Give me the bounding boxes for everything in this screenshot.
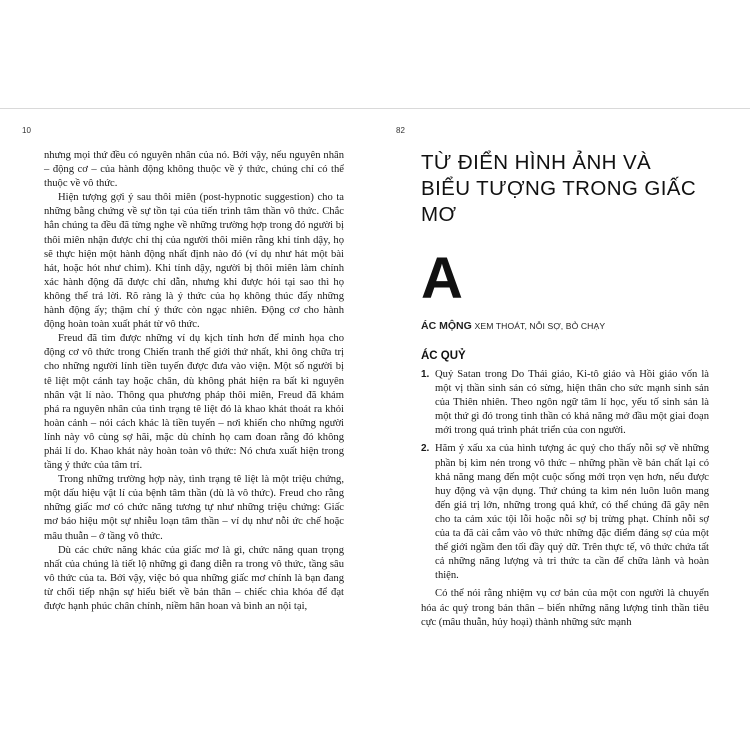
entry-item-2: [421, 442, 709, 583]
chapter-title-line-2: BIỂU TƯỢNG TRONG GIẤC MƠ: [421, 177, 697, 226]
left-paragraph-2: Hiện tượng gợi ý sau thôi miên (post-hypnotic suggestion) cho ta những bằng chứng về sự tồn tại của tiến trình tâm thần vô thức. Chắc hẳn chúng ta đều đã từng nghe về những trường hợp trong đó người bị thôi miên nhận được chỉ thị của người thôi miên rằng khi tỉnh dậy, họ sẽ thực hiện một hành động nhất định nào đó (ví dụ như hát một bài hát, hoặc hót như chim). Khi tỉnh dậy, người bị thôi miên làm chính xác hành động đã được chỉ dẫn, nhưng khi được hỏi tại sao thì họ không thể trả lời. Rõ ràng là ý thức của họ không thúc đẩy những hành động ấy; thậm chí ý thức còn ngạc nhiên. Động cơ cho hành động hoàn toàn xuất phát từ vô thức.: [44, 192, 344, 331]
left-paragraph-4: Trong những trường hợp này, tình trạng tê liệt là một triệu chứng, một dấu hiệu vật lí của bệnh tâm thần (dù là vô thức). Freud cho rằng những giấc mơ có chức năng tương tự như những triệu chứng: Giấc mơ báo hiệu một sự nhiễu loạn tâm thần – ví dụ như nỗi ức chế hoặc mâu thuẫn – ở tầng vô thức.: [44, 474, 344, 542]
entry-ac-quy-closing: Có thể nói rằng nhiệm vụ cơ bản của một con người là chuyển hóa ác quỷ trong bản thân – biến những năng lượng tinh thần tiêu cực (mâu thuẫn, hủy hoại) thành những sức mạnh: [421, 588, 709, 628]
left-paragraph-3: Freud đã tìm được những ví dụ kịch tính hơn để minh họa cho động cơ vô thức trong Chiến tranh thế giới thứ nhất, khi ông chữa trị cho những người lính tiền tuyến được đưa vào viện. Một số người bị tê liệt một cánh tay hoặc chân, dù không phát hiện ra bất kì nguyên nhân vật lí nào. Thông qua phương pháp thôi miên, Freud đã khám phá ra nguyên nhân của tình trạng tê liệt đó là khao khát thoát ra khỏi hoàn cảnh – nói cách khác là tiền tuyến – nơi khiến cho những người lính này vô cùng sợ hãi, mặc dù chính họ cam đoan rằng đó không phải lí do. Khao khát này hoàn toàn vô thức: Nó chưa xuất hiện trong tầng ý thức của tâm trí.: [44, 333, 344, 472]
chapter-title: [421, 150, 709, 228]
entry-item-2-text: Hăm ý xấu xa của hình tượng ác quỷ cho thấy nỗi sợ về những phần bị kìm nén trong vô thức – những phần về bản chất lại có khả năng mang đến một cuộc sống mới trọn vẹn hơn, nếu được huy động và vận dụng. Thứ chúng ta kìm nén luôn luôn mang đến giá trị lớn, những trong quá khứ, có thể chúng đã gây nên cho ta cảm xúc tội lỗi hoặc nỗi sợ bị trừng phạt. Chính nỗi sợ của ta đã cài cắm vào vô thức những đặc điểm đáng sợ của một thế giới ngầm đen tối đầy quỷ dữ. Trên thực tế, vô thức chứa tất cả những năng lượng và tri thức ta cần để chữa lành và hoàn thiện.: [435, 443, 709, 582]
section-letter: A: [421, 246, 463, 311]
left-page-number: 10: [22, 126, 31, 135]
page-top-rule: [0, 108, 750, 109]
left-paragraph-1: nhưng mọi thứ đều có nguyên nhân của nó. Bởi vậy, nếu nguyên nhân – động cơ – của hành động không thuộc về ý thức, chúng chỉ có thể thuộc về vô thức.: [44, 150, 344, 190]
entry-ac-mong: [421, 320, 709, 332]
entry-ac-quy-items: [421, 368, 709, 583]
right-page-body: [421, 150, 709, 630]
right-page-number: 82: [396, 126, 405, 135]
entry-item-1: [421, 368, 709, 438]
entry-ac-mong-head: ÁC MỘNG: [421, 320, 472, 332]
entry-ac-mong-see-also: XEM THOÁT, NỖI SỢ, BỎ CHẠY: [474, 321, 606, 331]
left-page-body: [44, 149, 344, 614]
chapter-title-line-1: TỪ ĐIỂN HÌNH ẢNH VÀ: [421, 151, 652, 174]
entry-ac-quy-head: ÁC QUỶ: [421, 350, 466, 362]
entry-item-2-number: 2.: [421, 443, 430, 455]
entry-item-1-number: 1.: [421, 369, 430, 380]
entry-item-1-text: Quỷ Satan trong Do Thái giáo, Ki-tô giáo và Hồi giáo vốn là một vị thần sinh sản có sừng, hiện thân cho sức mạnh sinh sản của Thiên nhiên. Theo ngôn ngữ tâm lí học, yếu tố sinh sản là một thứ gì đó trong tinh thần có khả năng mở đầu một giai đoạn mới trong quá trình phát triển của con người.: [435, 369, 709, 437]
left-paragraph-5: Dù các chức năng khác của giấc mơ là gì, chức năng quan trọng nhất của chúng là tiết lộ những gì đang diễn ra trong vô thức, tầng sâu vô thức của ta. Bởi vậy, việc bỏ qua những giấc mơ chính là bạn đang từ chối tiếp nhận sự hiểu biết về bản thân – chiếc chìa khóa để đạt được hạnh phúc chân chính, niềm hân hoan và bình an nội tại,: [44, 544, 344, 612]
